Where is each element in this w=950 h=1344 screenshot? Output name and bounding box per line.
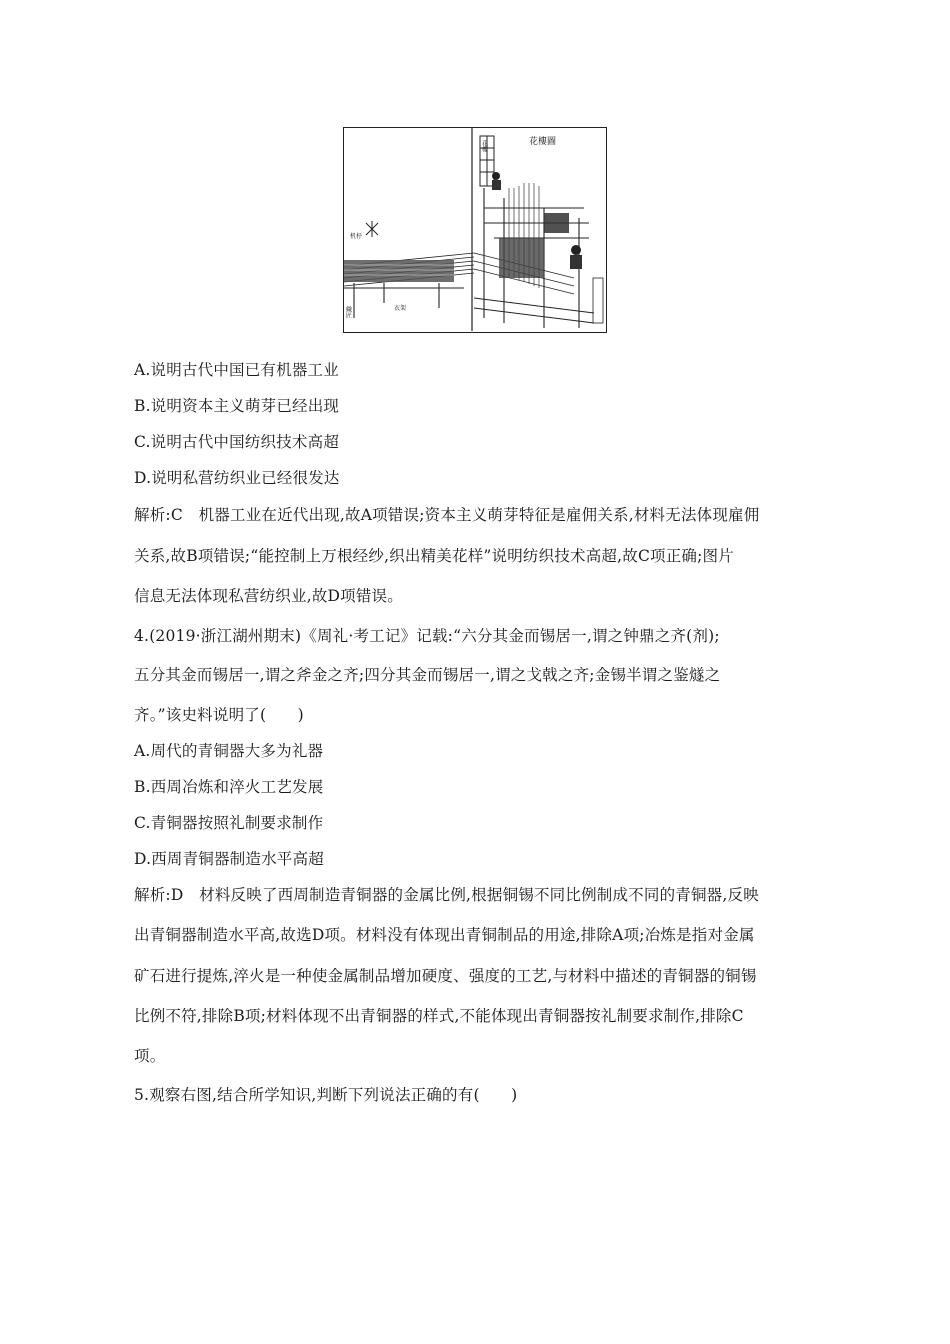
q4-analysis-line: 解析:D 材料反映了西周制造青铜器的金属比例,根据铜锡不同比例制成不同的青铜器,反映 [134, 886, 759, 904]
q4-analysis-line: 矿石进行提炼,淬火是一种使金属制品增加硬度、强度的工艺,与材料中描述的青铜器的铜锡 [134, 967, 757, 985]
q3-option-a: A.说明古代中国已有机器工业 [134, 361, 339, 379]
q3-option-c: C.说明古代中国纺织技术高超 [134, 433, 340, 451]
q4-option-d: D.西周青铜器制造水平高超 [134, 850, 324, 868]
q4-stem-line: 五分其金而锡居一,谓之斧金之齐;四分其金而锡居一,谓之戈戟之齐;金锡半谓之鉴燧之 [134, 666, 721, 684]
q5-stem: 5.观察右图,结合所学知识,判断下列说法正确的有( ) [134, 1086, 518, 1104]
q4-option-b: B.西周冶炼和淬火工艺发展 [134, 778, 324, 796]
q3-analysis-line: 关系,故B项错误;“能控制上万根经纱,织出精美花样”说明纺织技术高超,故C项正确;图片 [134, 547, 734, 565]
loom-illustration [343, 127, 607, 333]
q4-option-c: C.青铜器按照礼制要求制作 [134, 814, 324, 832]
q4-stem-line: 4.(2019·浙江湖州期末)《周礼·考工记》记载:“六分其金而锡居一,谓之钟鼎之齐(剂); [134, 627, 720, 645]
label-left-top: 机杼 [350, 233, 363, 240]
label-left-bottom: 織匠 [344, 306, 352, 318]
q3-analysis-line: 信息无法体现私营纺织业,故D项错误。 [134, 587, 403, 605]
q4-analysis-line: 出青铜器制造水平高,故选D项。材料没有体现出青铜制品的用途,排除A项;冶炼是指对金属 [134, 926, 755, 944]
q3-analysis-line: 解析:C 机器工业在近代出现,故A项错误;资本主义萌芽特征是雇佣关系,材料无法体现雇佣 [134, 506, 760, 524]
q4-option-a: A.周代的青铜器大多为礼器 [134, 742, 324, 760]
q4-stem-line: 齐。”该史料说明了( ) [134, 706, 304, 724]
figure-title: 花樓圖 [529, 137, 557, 147]
q4-analysis-line: 比例不符,排除B项;材料体现不出青铜器的样式,不能体现出青铜器按礼制要求制作,排除C [134, 1007, 744, 1025]
q3-option-b: B.说明资本主义萌芽已经出现 [134, 397, 340, 415]
label-top-left: 花樓 [480, 140, 488, 152]
q4-analysis-line: 项。 [134, 1047, 166, 1065]
q3-option-d: D.说明私营纺织业已经很发达 [134, 469, 340, 487]
label-bottom: 衣架 [394, 305, 407, 312]
loom-drawing [344, 128, 605, 331]
